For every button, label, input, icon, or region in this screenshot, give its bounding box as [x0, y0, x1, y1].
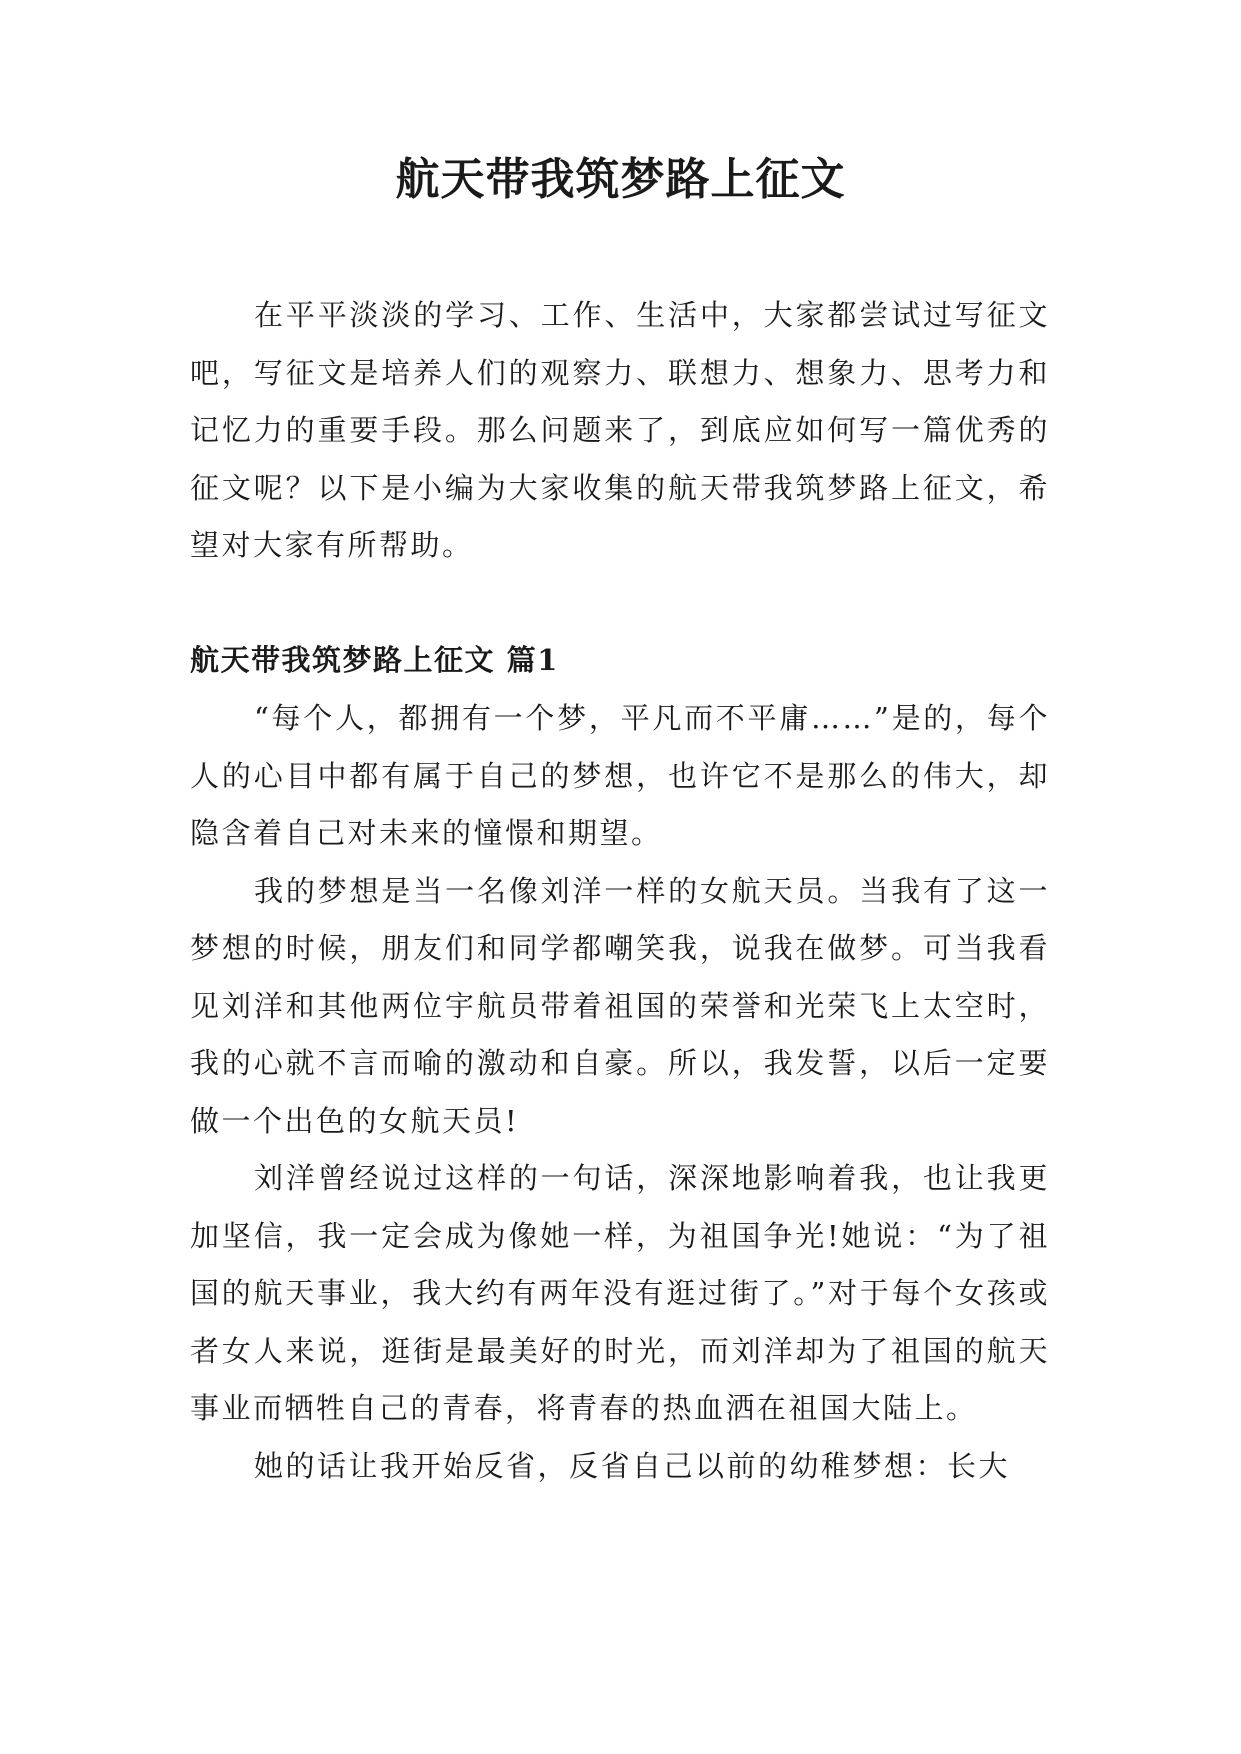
section-heading: 航天带我筑梦路上征文 篇1 [190, 643, 559, 677]
body-paragraph-1: “每个人，都拥有一个梦，平凡而不平庸……”是的，每个人的心目中都有属于自己的梦想，也许它不是那么的伟大，却隐含着自己对未来的憧憬和期望。 [190, 701, 1050, 850]
body-paragraph-2: 我的梦想是当一名像刘洋一样的女航天员。当我有了这一梦想的时候，朋友们和同学都嘲笑我，说我在做梦。可当我看见刘洋和其他两位宇航员带着祖国的荣誉和光荣飞上太空时，我的心就不言而喻的激动和自豪。所以，我发誓，以后一定要做一个出色的女航天员! [190, 873, 1050, 1138]
body-paragraph-4: 她的话让我开始反省，反省自己以前的幼稚梦想：长大 [254, 1448, 1011, 1483]
article-body [190, 690, 1050, 1495]
document-title: 航天带我筑梦路上征文 [395, 154, 846, 205]
intro-paragraph: 在平平淡淡的学习、工作、生活中，大家都尝试过写征文吧，写征文是培养人们的观察力、联想力、想象力、思考力和记忆力的重要手段。那么问题来了，到底应如何写一篇优秀的征文呢？以下是小编为大家收集的航天带我筑梦路上征文，希望对大家有所帮助。 [190, 298, 1050, 562]
body-paragraph-3: 刘洋曾经说过这样的一句话，深深地影响着我，也让我更加坚信，我一定会成为像她一样，为祖国争光!她说：“为了祖国的航天事业，我大约有两年没有逛过街了。”对于每个女孩或者女人来说，逛街是最美好的时光，而刘洋却为了祖国的航天事业而牺牲自己的青春，将青春的热血洒在祖国大陆上。 [190, 1161, 1050, 1425]
